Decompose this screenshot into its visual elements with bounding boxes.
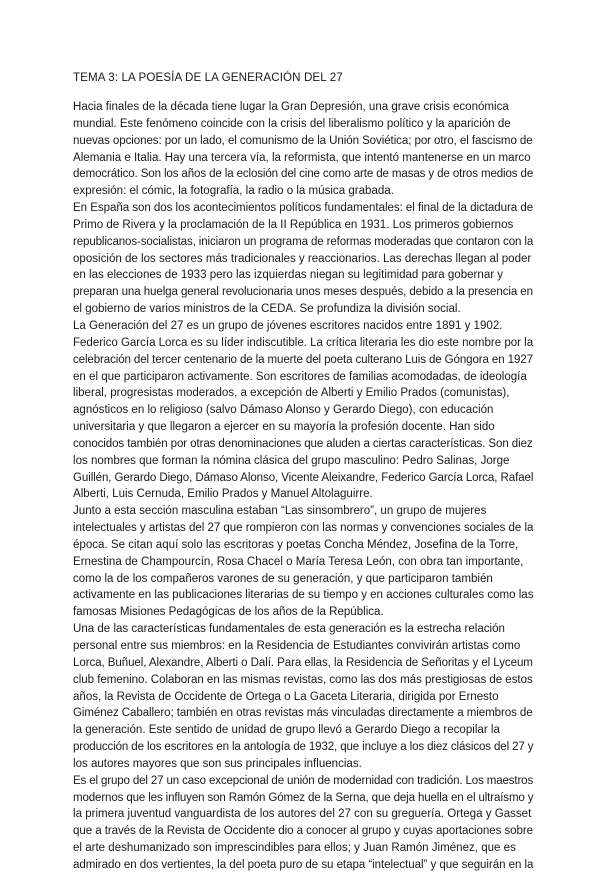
text-line: admirado en dos vertientes, la del poeta puro de su etapa “intelectual” y que seguirán en la bbox=[73, 858, 534, 871]
text-line: nuevas opciones: por un lado, el comunismo de la Unión Soviética; por otro, el fascismo de bbox=[73, 134, 533, 147]
text-line: como la de los compañeros varones de su generación, y que participaron también bbox=[73, 572, 493, 585]
text-line: modernos que les influyen son Ramón Gómez de la Serna, que deja huella en el ultraísmo y bbox=[73, 791, 534, 804]
body-text bbox=[73, 99, 533, 874]
text-line: Alberti, Luis Cernuda, Emilio Prados y Manuel Altolaguirre. bbox=[73, 488, 373, 501]
text-line: Alemania e Italia. Hay una tercera vía, la reformista, que intentó mantenerse en un marco bbox=[73, 151, 531, 164]
text-line: En España son dos los acontecimientos políticos fundamentales: el final de la dictadura de bbox=[73, 202, 534, 215]
text-line: personal entre sus miembros: en la Residencia de Estudiantes convivirán artistas como bbox=[73, 640, 521, 652]
text-line: en el que participaron activamente. Son escritores de familias acomodadas, de ideología bbox=[73, 370, 527, 383]
text-line: Primo de Rivera y la proclamación de la II República en 1931. Los primeros gobiernos bbox=[73, 218, 514, 231]
text-line: los autores mayores que son sus principales influencias. bbox=[73, 757, 362, 770]
text-line: La Generación del 27 es un grupo de jóvenes escritores nacidos entre 1891 y 1902. bbox=[73, 319, 503, 332]
text-line: intelectuales y artistas del 27 que rompieron con las normas y convenciones sociales de la bbox=[73, 522, 534, 535]
text-line: expresión: el cómic, la fotografía, la radio o la música grabada. bbox=[73, 185, 394, 198]
text-line: Una de las características fundamentales de esta generación es la estrecha relación bbox=[73, 623, 505, 636]
text-line: Es el grupo del 27 un caso excepcional de unión de modernidad con tradición. Los maestros bbox=[73, 774, 534, 787]
text-line: años, la Revista de Occidente de Ortega o La Gaceta Literaria, dirigida por Ernesto bbox=[73, 690, 499, 703]
text-line: época. Se citan aquí solo las escritoras y poetas Concha Méndez, Josefina de la Torre, bbox=[73, 538, 519, 551]
text-line: los nombres que forman la nómina clásica del grupo masculino: Pedro Salinas, Jorge bbox=[73, 454, 510, 467]
text-line: universitaria y que llegaron a ejercer en su mayoría la profesión docente. Han sido bbox=[73, 421, 495, 434]
text-line: liberal, progresistas moderados, a excepción de Alberti y Emilio Prados (comunistas), bbox=[73, 387, 510, 400]
text-line: Federico García Lorca es su líder indiscutible. La crítica literaria les dio este nombre por la bbox=[73, 336, 534, 349]
text-line: activamente en las publicaciones literarias de su tiempo y en acciones culturales como las bbox=[73, 589, 534, 602]
text-line: el gobierno de varios ministros de la CEDA. Se profundiza la división social. bbox=[73, 303, 461, 316]
text-line: conocidos también por otras denominaciones que aluden a ciertas características. Son diez bbox=[73, 437, 533, 450]
text-line: celebración del tercer centenario de la muerte del poeta culterano Luis de Góngora en 1927 bbox=[73, 353, 533, 366]
text-line: la primera juventud vanguardista de los autores del 27 con su greguería. Ortega y Gasset bbox=[73, 808, 532, 821]
text-line: preparan una huelga general revolucionaria unos meses después, debido a la presencia en bbox=[73, 286, 533, 299]
text-line: famosas Misiones Pedagógicas de los años de la República. bbox=[73, 606, 384, 619]
text-line: el arte deshumanizado son imprescindibles para ellos; y Juan Ramón Jiménez, que es bbox=[73, 842, 516, 855]
text-line: Junto a esta sección masculina estaban “Las sinsombrero”, un grupo de mujeres bbox=[73, 505, 487, 518]
text-line: en las elecciones de 1933 pero las izquierdas niegan su legitimidad para gobernar y bbox=[73, 269, 504, 282]
text-line: Hacia finales de la década tiene lugar la Gran Depresión, una grave crisis económica bbox=[73, 101, 509, 113]
text-line: agnósticos en lo religioso (salvo Dámaso Alonso y Gerardo Diego), con educación bbox=[73, 404, 494, 417]
text-line: democrático. Son los años de la eclosión del cine como arte de masas y de otros medios de bbox=[73, 168, 534, 181]
page-title: TEMA 3: LA POESÍA DE LA GENERACIÓN DEL 27 bbox=[73, 71, 343, 84]
text-line: Lorca, Buñuel, Alexandre, Alberti o Dalí. Para ellas, la Residencia de Señoritas y el Lyceum bbox=[73, 656, 533, 669]
text-line: Giménez Caballero; también en otras revistas más vinculadas directamente a miembros de bbox=[73, 707, 533, 720]
text-line: mundial. Este fenómeno coincide con la crisis del liberalismo político y la aparición de bbox=[73, 117, 511, 130]
text-line: producción de los escritores en la antología de 1932, que incluye a los diez clásicos del 27 y bbox=[73, 741, 534, 754]
text-line: club femenino. Colaboran en las mismas revistas, como las dos más prestigiosas de estos bbox=[73, 673, 533, 686]
text-line: Guillén, Gerardo Diego, Dámaso Alonso, Vicente Aleixandre, Federico García Lorca, Rafael bbox=[73, 471, 534, 484]
text-line: oposición de los sectores más tradicionales y reaccionarios. Las derechas llegan al poder bbox=[73, 252, 532, 265]
text-line: republicanos-socialistas, iniciaron un programa de reformas moderadas que contaron con la bbox=[73, 235, 534, 248]
text-line: Ernestina de Champourcín, Rosa Chacel o María Teresa León, con obra tan importante, bbox=[73, 555, 524, 568]
text-line: la generación. Este sentido de unidad de grupo llevó a Gerardo Diego a recopilar la bbox=[73, 724, 500, 737]
text-line: que a través de la Revista de Occidente dio a conocer al grupo y cuyas aportaciones sobre bbox=[73, 825, 533, 838]
